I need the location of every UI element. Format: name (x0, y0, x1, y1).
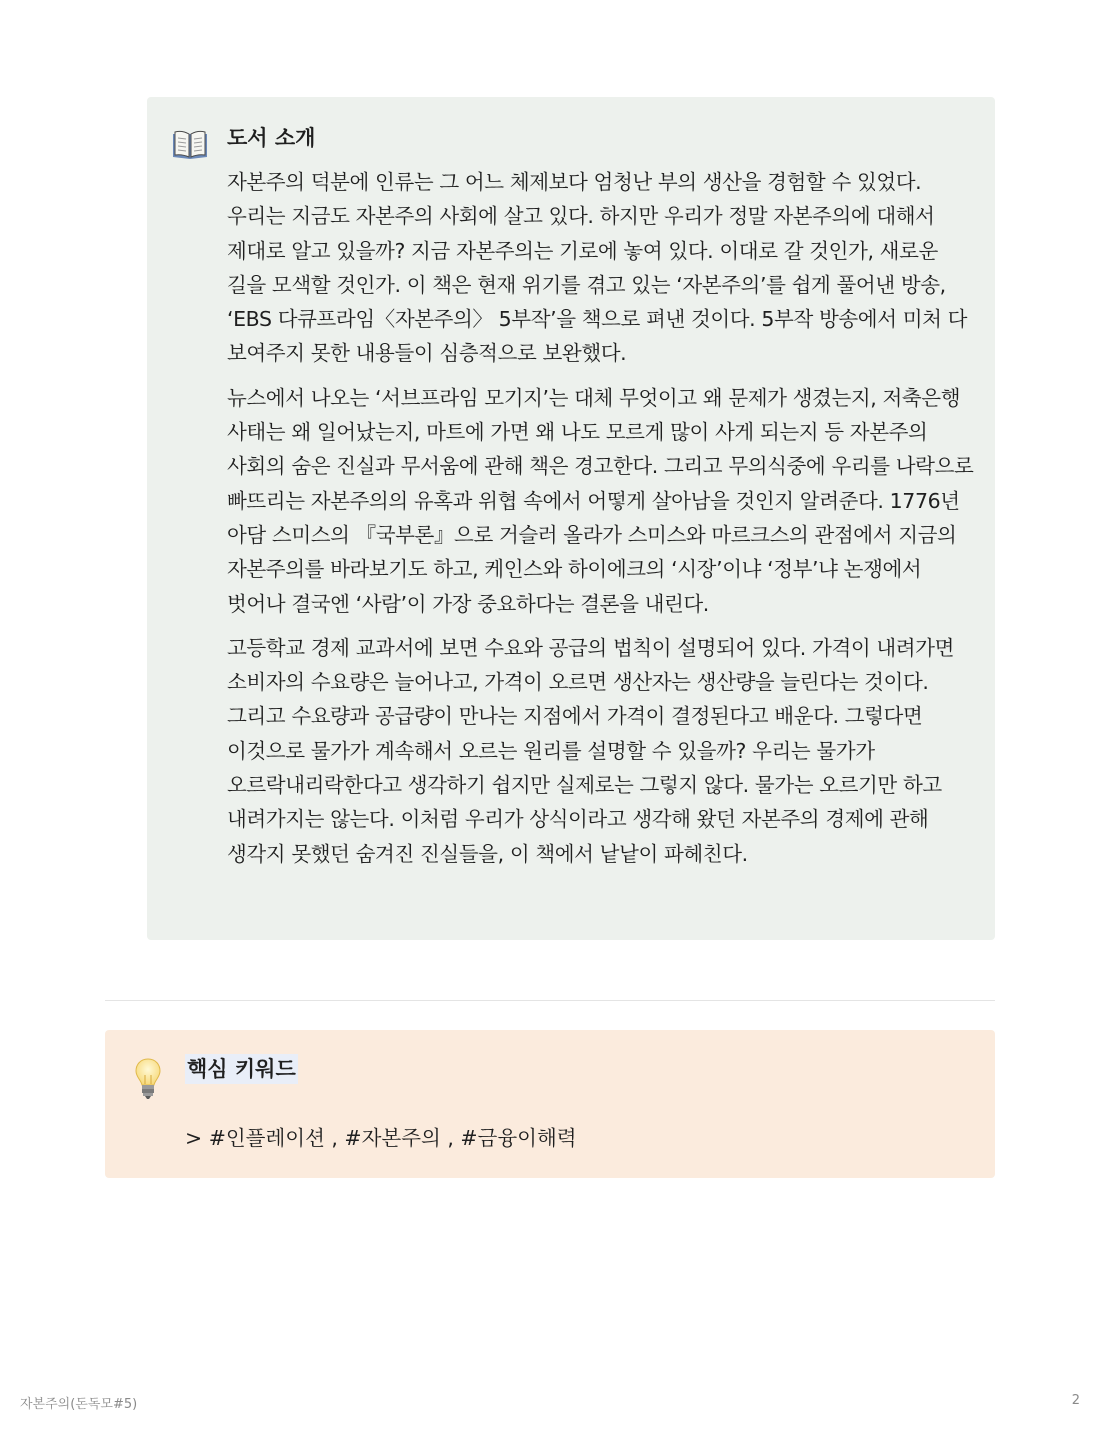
intro-body (227, 165, 977, 881)
footer-document-title: 자본주의(돈독모#5) (20, 1397, 138, 1412)
keywords-list: > #인플레이션 , #자본주의 , #금융이해력 (185, 1126, 577, 1150)
section-divider (105, 1000, 995, 1001)
book-intro-callout (147, 97, 995, 940)
intro-paragraph: 자본주의 덕분에 인류는 그 어느 체제보다 엄청난 부의 생산을 경험할 수 있었다. 우리는 지금도 자본주의 사회에 살고 있다. 하지만 우리가 정말 자본주의에 대해서 제대로 알고 있을까? 지금 자본주의는 기로에 놓여 있다. 이대로 갈 것인가, 새로운 길을 모색할 것인가. 이 책은 현재 위기를 겪고 있는 ‘자본주의’를 쉽게 풀어낸 방송, ‘EBS 다큐프라임〈자본주의〉 5부작’을 책으로 펴낸 것이다. 5부작 방송에서 미처 다 보여주지 못한 내용들이 심층적으로 보완했다. (227, 170, 968, 366)
intro-paragraph: 고등학교 경제 교과서에 보면 수요와 공급의 법칙이 설명되어 있다. 가격이 내려가면 소비자의 수요량은 늘어나고, 가격이 오르면 생산자는 생산량을 늘린다는 것이다. 그리고 수요량과 공급량이 만나는 지점에서 가격이 결정된다고 배운다. 그렇다면 이것으로 물가가 계속해서 오르는 원리를 설명할 수 있을까? 우리는 물가가 오르락내리락한다고 생각하기 쉽지만 실제로는 그렇지 않다. 물가는 오르기만 하고 내려가지는 않는다. 이처럼 우리가 상식이라고 생각해 왔던 자본주의 경제에 관해 생각지 못했던 숨겨진 진실들을, 이 책에서 낱낱이 파헤친다. (227, 635, 954, 866)
lightbulb-icon (134, 1057, 162, 1101)
footer-page-number: 2 (1071, 1393, 1080, 1408)
intro-paragraph: 뉴스에서 나오는 ‘서브프라임 모기지’는 대체 무엇이고 왜 문제가 생겼는지, 저축은행 사태는 왜 일어났는지, 마트에 가면 왜 나도 모르게 많이 사게 되는지 등 자본주의 사회의 숨은 진실과 무서움에 관해 책은 경고한다. 그리고 무의식중에 우리를 나락으로 빠뜨리는 자본주의의 유혹과 위협 속에서 어떻게 살아남을 것인지 알려준다. 1776년 아담 스미스의 『국부론』으로 거슬러 올라가 스미스와 마르크스의 관점에서 지금의 자본주의를 바라보기도 하고, 케인스와 하이에크의 ‘시장’이냐 ‘정부’냐 논쟁에서 벗어나 결국엔 ‘사람’이 가장 중요하다는 결론을 내린다. (227, 385, 974, 616)
keywords-title: 핵심 키워드 (185, 1054, 298, 1084)
keywords-callout (105, 1030, 995, 1178)
intro-title: 도서 소개 (227, 126, 316, 150)
open-book-icon (171, 130, 209, 160)
